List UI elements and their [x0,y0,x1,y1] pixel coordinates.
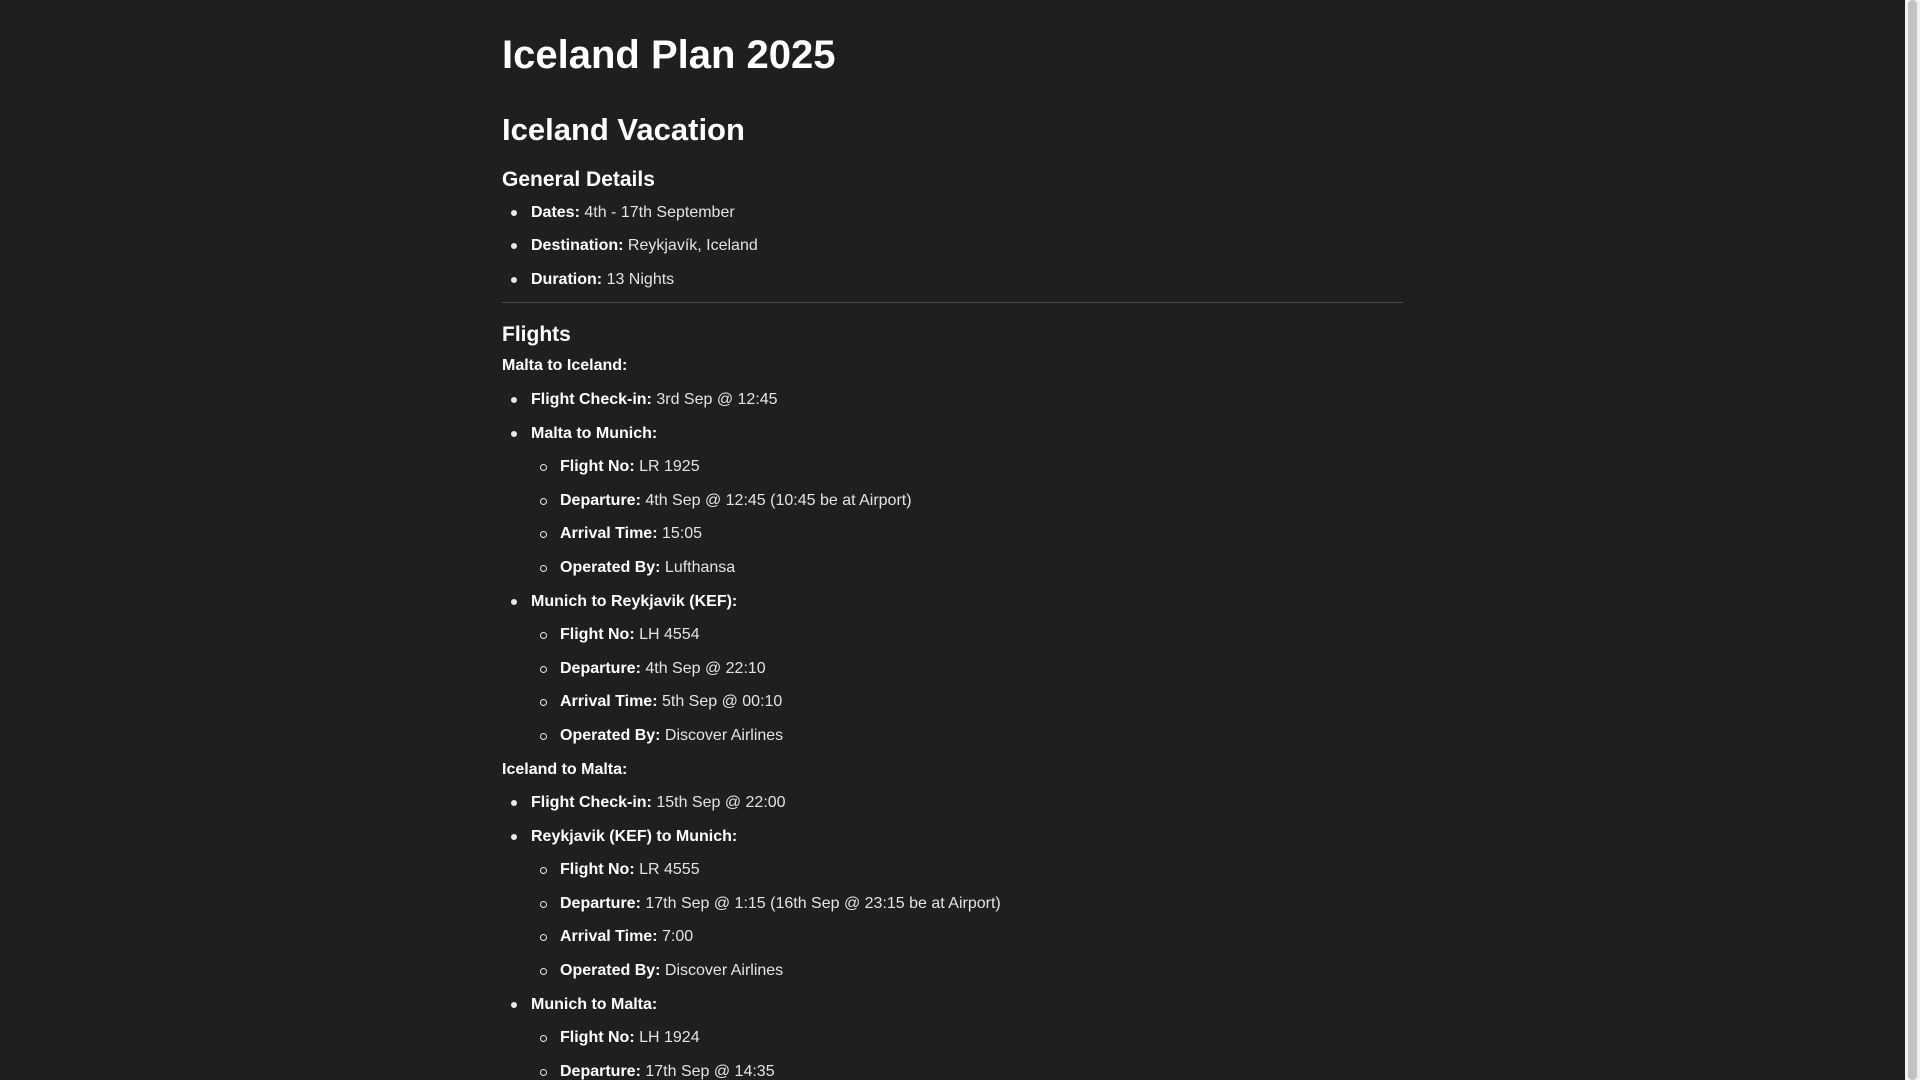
return-heading [502,760,627,780]
outbound-leg1-departure [560,491,912,511]
detail-label: Flight No: [560,626,635,643]
return-leg2-item [531,995,657,1015]
outbound-leg2-flightno [560,625,700,645]
page-title: Iceland Plan 2025 [502,33,836,77]
detail-value: 5th Sep @ 00:10 [661,693,783,710]
detail-label: Arrival Time: [560,693,658,710]
general-details-heading: General Details [502,168,655,191]
detail-value: LH 1924 [639,1029,700,1046]
detail-value: LR 4555 [639,861,700,878]
return-leg2-departure [560,1062,775,1080]
detail-label: Flight No: [560,458,635,475]
detail-label: Departure: [560,492,641,509]
return-leg1-heading: Reykjavik (KEF) to Munich: [531,828,738,845]
return-heading-text: Iceland to Malta: [502,761,628,778]
detail-value: Lufthansa [664,559,736,576]
general-destination-label: Destination: [531,237,624,254]
general-destination-item [531,236,758,256]
detail-value: 17th Sep @ 14:35 [645,1063,775,1080]
detail-label: Departure: [560,895,641,912]
return-checkin-label: Flight Check-in: [531,794,652,811]
general-duration-value: 13 Nights [606,271,675,288]
outbound-checkin-item [531,390,778,410]
detail-value: Discover Airlines [664,727,784,744]
return-leg1-operator [560,961,783,981]
general-duration-label: Duration: [531,271,603,288]
outbound-leg1-arrival [560,524,702,544]
detail-label: Arrival Time: [560,928,658,945]
vertical-scrollbar[interactable] [1905,0,1920,1080]
detail-value: 17th Sep @ 1:15 (16th Sep @ 23:15 be at Airport) [645,895,1001,912]
detail-label: Departure: [560,660,641,677]
return-leg2-heading: Munich to Malta: [531,996,658,1013]
page-subtitle: Iceland Vacation [502,112,745,147]
outbound-leg2-arrival [560,692,782,712]
section-divider [502,302,1403,303]
outbound-leg1-heading: Malta to Munich: [531,425,658,442]
detail-value: 7:00 [661,928,694,945]
return-leg1-flightno [560,860,700,880]
outbound-leg2-operator [560,726,783,746]
detail-label: Departure: [560,1063,641,1080]
general-dates-value: 4th - 17th September [584,204,735,221]
flights-heading: Flights [502,323,571,346]
detail-label: Flight No: [560,861,635,878]
general-dates-label: Dates: [531,204,580,221]
outbound-checkin-value: 3rd Sep @ 12:45 [656,391,778,408]
outbound-leg2-heading: Munich to Reykjavik (KEF): [531,593,738,610]
detail-value: LR 1925 [639,458,700,475]
general-duration-item [531,270,674,290]
detail-label: Flight No: [560,1029,635,1046]
outbound-leg2-item [531,592,737,612]
return-leg1-item [531,827,737,847]
detail-value: 15:05 [661,525,703,542]
detail-label: Arrival Time: [560,525,658,542]
outbound-leg2-departure [560,659,766,679]
detail-value: 4th Sep @ 12:45 (10:45 be at Airport) [645,492,912,509]
detail-label: Operated By: [560,727,661,744]
outbound-checkin-label: Flight Check-in: [531,391,652,408]
detail-value: Discover Airlines [664,962,784,979]
outbound-heading [502,356,627,376]
return-checkin-value: 15th Sep @ 22:00 [656,794,786,811]
return-leg1-departure [560,894,1001,914]
detail-value: LH 4554 [639,626,700,643]
return-leg1-arrival [560,927,693,947]
outbound-leg1-item [531,424,657,444]
detail-value: 4th Sep @ 22:10 [645,660,766,677]
general-destination-value: Reykjavík, Iceland [627,237,758,254]
outbound-leg1-operator [560,558,735,578]
outbound-heading-text: Malta to Iceland: [502,357,628,374]
detail-label: Operated By: [560,962,661,979]
return-checkin-item [531,793,786,813]
detail-label: Operated By: [560,559,661,576]
return-leg2-flightno [560,1028,700,1048]
outbound-leg1-flightno [560,457,700,477]
scrollbar-thumb[interactable] [1908,0,1917,1080]
general-dates-item [531,203,735,223]
